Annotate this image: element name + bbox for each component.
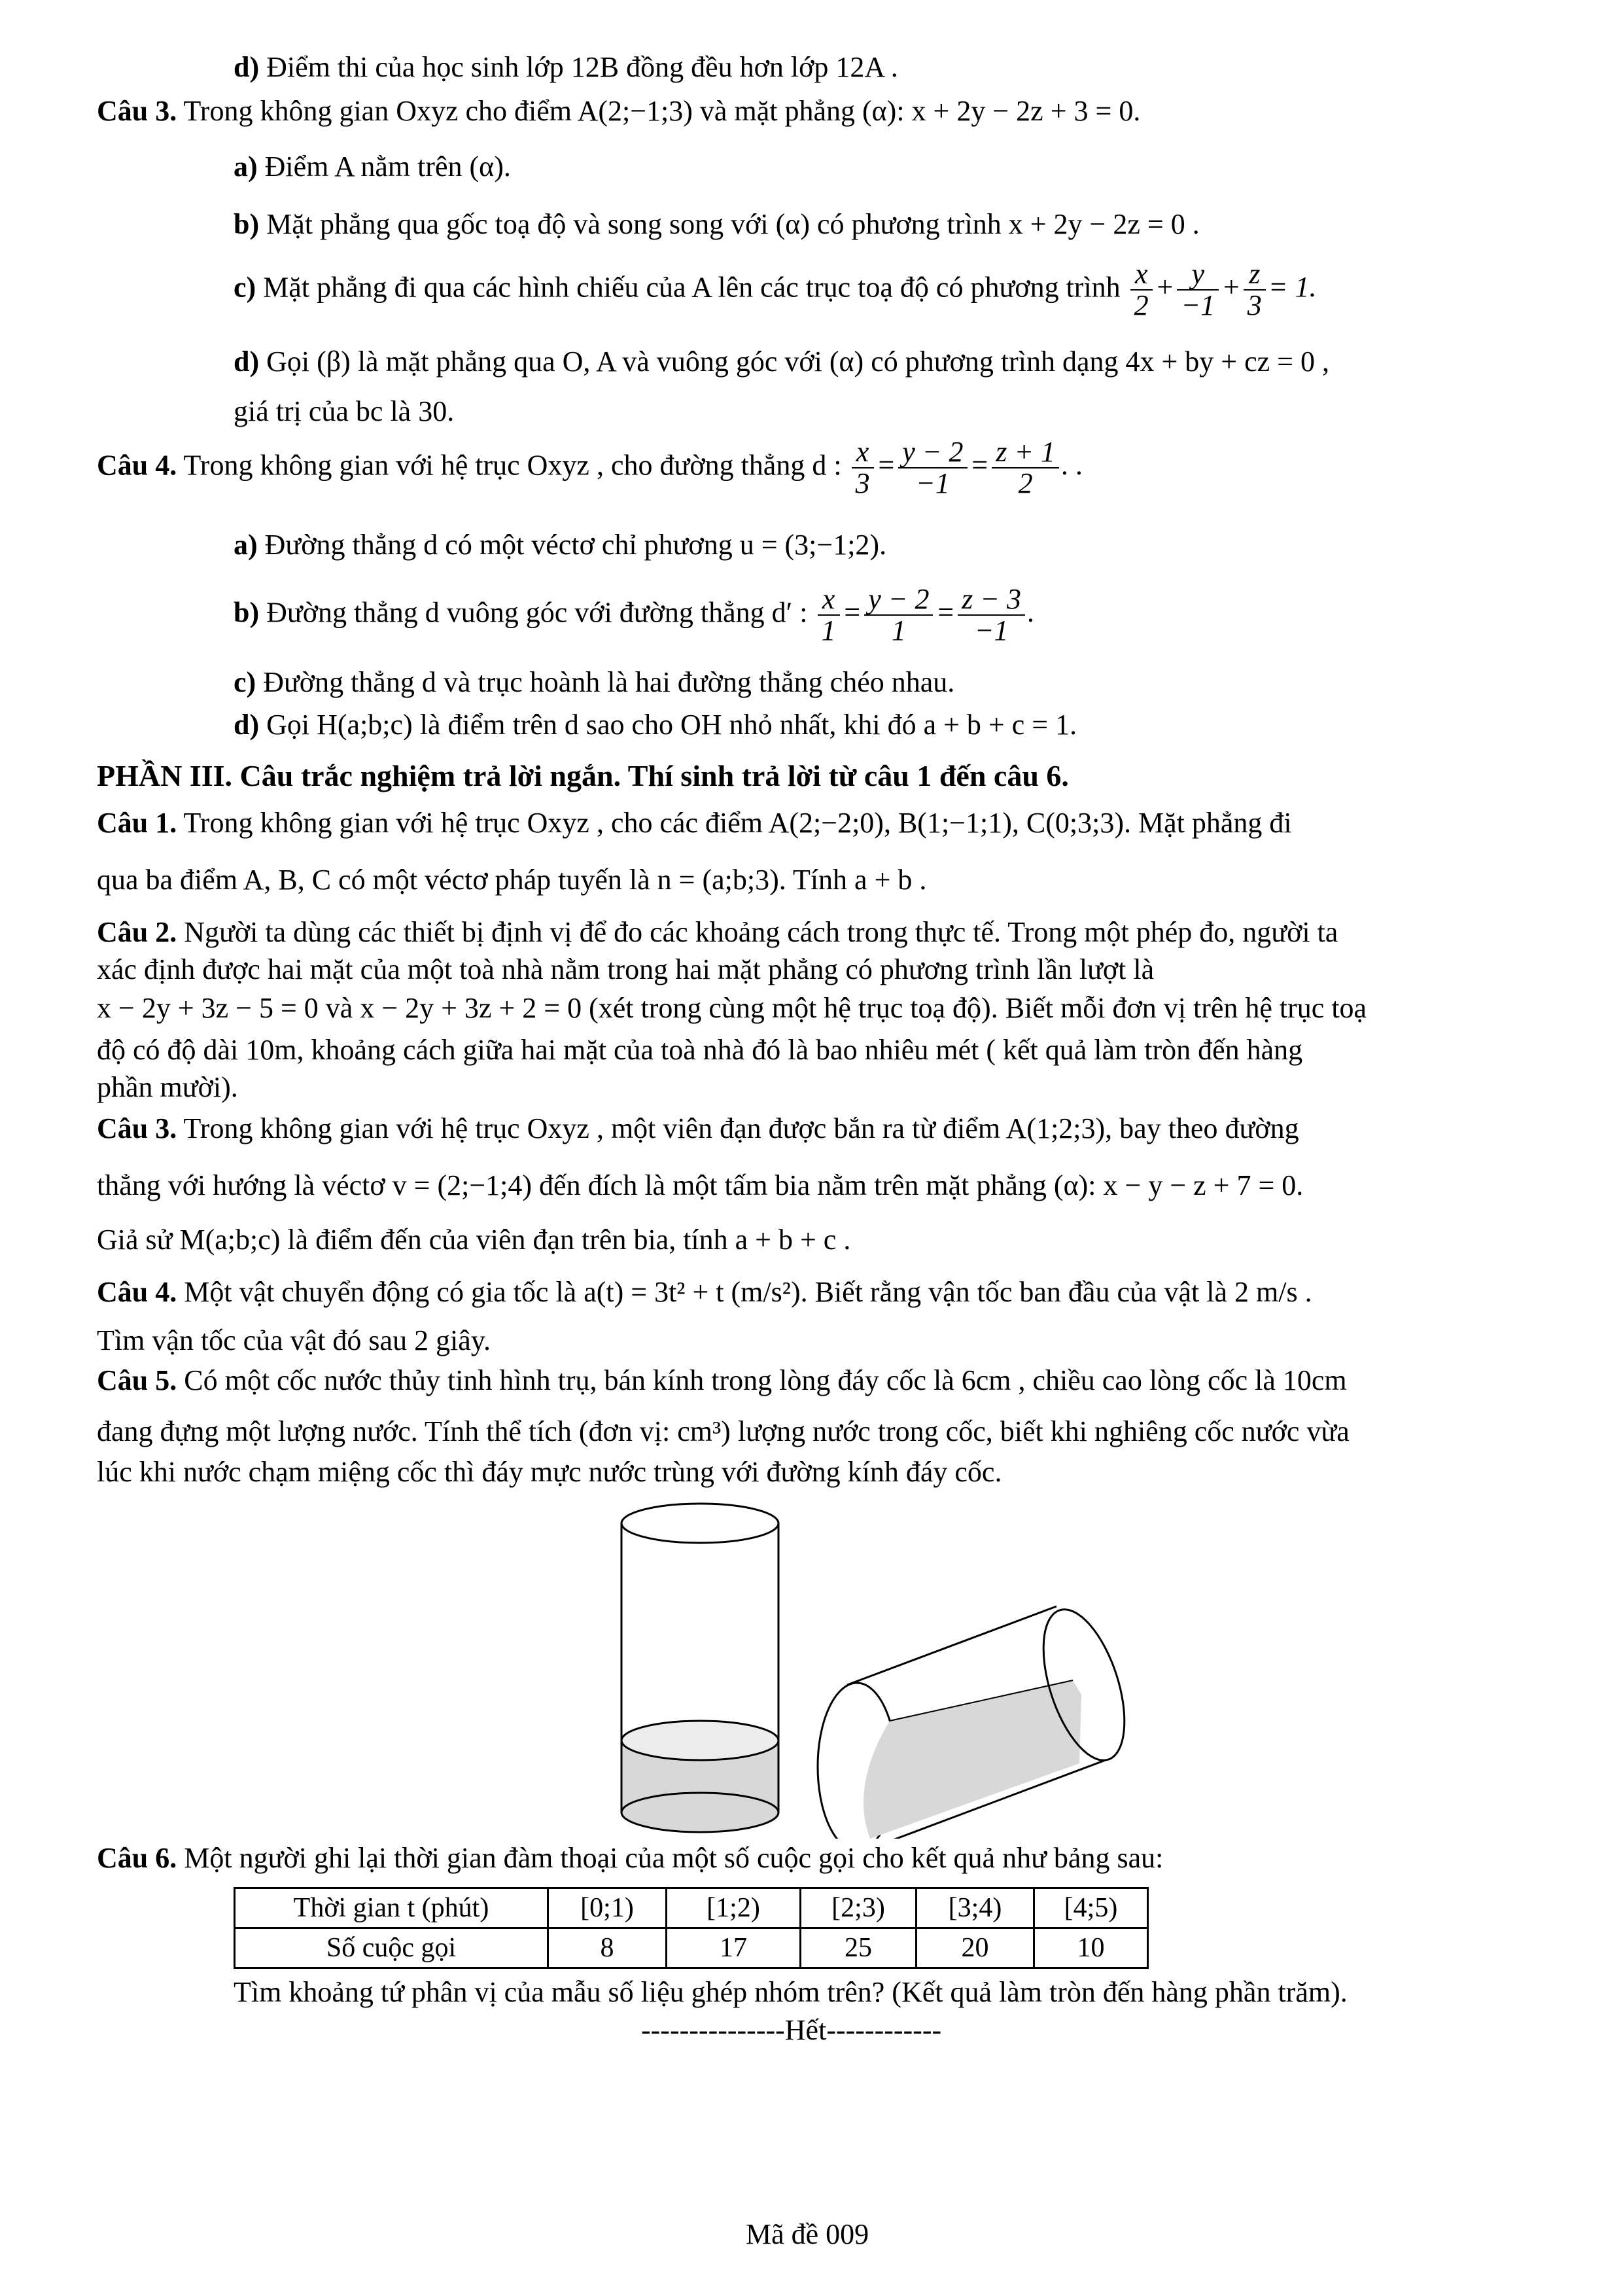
p2-line4: độ có độ dài 10m, khoảng cách giữa hai mặt của toà nhà đó là bao nhiêu mét ( kết quả làm tròn đến hàng [97,1034,1303,1066]
q3-d-text2: giá trị của bc là 30. [234,395,455,427]
q2-d-label: d) [234,51,260,83]
q3-d-text: Gọi (β) là mặt phẳng qua O, A và vuông góc với (α) có phương trình dạng 4x + by + cz = 0 , [266,345,1329,378]
p6-question: Tìm khoảng tứ phân vị của mẫu số liệu ghép nhóm trên? (Kết quả làm tròn đến hàng phần trăm). [234,1976,1348,2008]
table-cell: 25 [801,1928,916,1968]
p3-line1-text: Trong không gian với hệ trục Oxyz , một viên đạn được bắn ra từ điểm A(1;2;3), bay theo đường [183,1112,1299,1144]
p4-line1-text: Một vật chuyển động có gia tốc là a(t) = 3t² + t (m/s²). Biết rằng vận tốc ban đầu của vật là 2 m/s . [184,1276,1312,1308]
q3-stem [97,95,1140,128]
table-cell: 17 [667,1928,801,1968]
table-cell: [1;2) [667,1888,801,1928]
table-cell: [0;1) [548,1888,667,1928]
q4-b-equation: $\frac{x}{1}$ = $\frac{y - 2}{1}$ = $\frac{z - 3}{-1}$ . [815,596,1035,628]
p3-line2: thẳng với hướng là véctơ v = (2;−1;4) đến đích là một tấm bia nằm trên mặt phẳng (α): x − y − z + 7 = 0. [97,1169,1304,1201]
q3-stem-text: Trong không gian Oxyz cho điểm A(2;−1;3) và mặt phẳng (α): x + 2y − 2z + 3 = 0. [183,95,1141,127]
p4-line2: Tìm vận tốc của vật đó sau 2 giây. [97,1324,491,1356]
q3-c-label: c) [234,271,256,304]
call-duration-table [234,1887,1149,1969]
table-cell: 8 [548,1928,667,1968]
p2-line5: phần mười). [97,1071,238,1103]
p1-line1 [97,807,1292,840]
q4-option-b [234,584,1035,646]
p2-line3: x − 2y + 3z − 5 = 0 và x − 2y + 3z + 2 = 0 (xét trong cùng một hệ trục toạ độ). Biết mỗi đơn vị trên hệ trục toạ [97,992,1367,1024]
upright-bottom [621,1793,778,1832]
p2-line2: xác định được hai mặt của một toà nhà nằm trong hai mặt phẳng có phương trình lần lượt là [97,953,1155,985]
p4-label: Câu 4. [97,1276,177,1308]
q4-option-d [234,709,1077,742]
q4-label: Câu 4. [97,449,177,482]
q4-d-label: d) [234,709,260,741]
q4-stem-text: Trong không gian với hệ trục Oxyz , cho đường thẳng d : [183,449,842,482]
q3-a-text: Điểm A nằm trên (α). [264,150,511,183]
q4-option-c [234,666,954,699]
q3-b-text: Mặt phẳng qua gốc toạ độ và song song với (α) có phương trình x + 2y − 2z = 0 . [266,208,1200,240]
p5-label: Câu 5. [97,1364,177,1396]
tilted-water [864,1680,1081,1839]
page-footer-code: Mã đề 009 [746,2218,869,2250]
tilted-cup [818,1600,1141,1839]
q3-b-label: b) [234,208,260,240]
q3-option-b [234,208,1200,241]
part3-title: PHẦN III. Câu trắc nghiệm trả lời ngắn. Thí sinh trả lời từ câu 1 đến câu 6. [97,759,1069,792]
p5-line1 [97,1364,1347,1398]
q4-a-text: Đường thẳng d có một véctơ chỉ phương u = (3;−1;2). [264,529,887,561]
q4-c-text: Đường thẳng d và trục hoành là hai đường thẳng chéo nhau. [263,666,955,698]
p6-label: Câu 6. [97,1842,177,1874]
table-cell: 20 [916,1928,1034,1968]
end-marker: ---------------Hết------------ [641,2014,942,2046]
p3-line1 [97,1112,1299,1146]
q2-option-d [234,51,898,84]
cylinder-figure [602,1498,1191,1839]
p2-line1 [97,916,1338,949]
table-header-time: Thời gian t (phút) [235,1888,548,1928]
table-row [235,1928,1148,1968]
table-header-count: Số cuộc gọi [235,1928,548,1968]
q3-c-text: Mặt phẳng đi qua các hình chiếu của A lên các trục toạ độ có phương trình [263,271,1121,304]
table-row [235,1888,1148,1928]
q3-option-d [234,345,1329,379]
p5-line1-text: Có một cốc nước thủy tinh hình trụ, bán kính trong lòng đáy cốc là 6cm , chiều cao lòng cốc là 10cm [184,1364,1347,1396]
q2-d-text: Điểm thi của học sinh lớp 12B đồng đều hơn lớp 12A . [266,51,898,83]
table-cell: 10 [1034,1928,1148,1968]
q3-c-equation: $\frac{x}{2}$ + $\frac{y}{-1}$ + $\frac{z}{3}$ = 1. [1128,271,1317,303]
q4-d-text: Gọi H(a;b;c) là điểm trên d sao cho OH nhỏ nhất, khi đó a + b + c = 1. [266,709,1077,741]
p1-line1-text: Trong không gian với hệ trục Oxyz , cho các điểm A(2;−2;0), B(1;−1;1), C(0;3;3). Mặt phẳng đi [183,807,1292,839]
q3-a-label: a) [234,150,258,183]
p1-label: Câu 1. [97,807,177,839]
q3-option-a [234,150,511,184]
p4-line1 [97,1276,1312,1309]
upright-cup [621,1504,778,1832]
p3-label: Câu 3. [97,1112,177,1144]
p6-line1-text: Một người ghi lại thời gian đàm thoại của một số cuộc gọi cho kết quả như bảng sau: [184,1842,1164,1874]
p2-label: Câu 2. [97,916,177,948]
q3-label: Câu 3. [97,95,177,127]
q4-stem [97,437,1083,499]
upright-water-surface [621,1721,778,1760]
upright-rim [621,1504,778,1543]
q4-a-label: a) [234,529,258,561]
table-cell: [2;3) [801,1888,916,1928]
p1-line2: qua ba điểm A, B, C có một véctơ pháp tuyến là n = (a;b;3). Tính a + b . [97,864,927,896]
table-cell: [4;5) [1034,1888,1148,1928]
p5-line3: lúc khi nước chạm miệng cốc thì đáy mực nước trùng với đường kính đáy cốc. [97,1456,1002,1488]
q3-option-c [234,259,1316,321]
q4-b-label: b) [234,596,260,629]
p5-line2: đang đựng một lượng nước. Tính thể tích (đơn vị: cm³) lượng nước trong cốc, biết khi nghiêng cốc nước vừa [97,1415,1350,1447]
q4-option-a [234,529,886,562]
p2-line1-text: Người ta dùng các thiết bị định vị để đo các khoảng cách trong thực tế. Trong một phép đo, người ta [184,916,1338,948]
q4-b-text: Đường thẳng d vuông góc với đường thẳng d′ : [266,596,808,629]
q4-d-equation: $\frac{x}{3}$ = $\frac{y - 2}{-1}$ = $\frac{z + 1}{2}$ . . [849,449,1083,481]
q4-c-label: c) [234,666,256,698]
q3-d-label: d) [234,345,260,378]
p3-line3: Giả sử M(a;b;c) là điểm đến của viên đạn trên bia, tính a + b + c . [97,1224,851,1256]
table-cell: [3;4) [916,1888,1034,1928]
p6-line1 [97,1842,1163,1875]
